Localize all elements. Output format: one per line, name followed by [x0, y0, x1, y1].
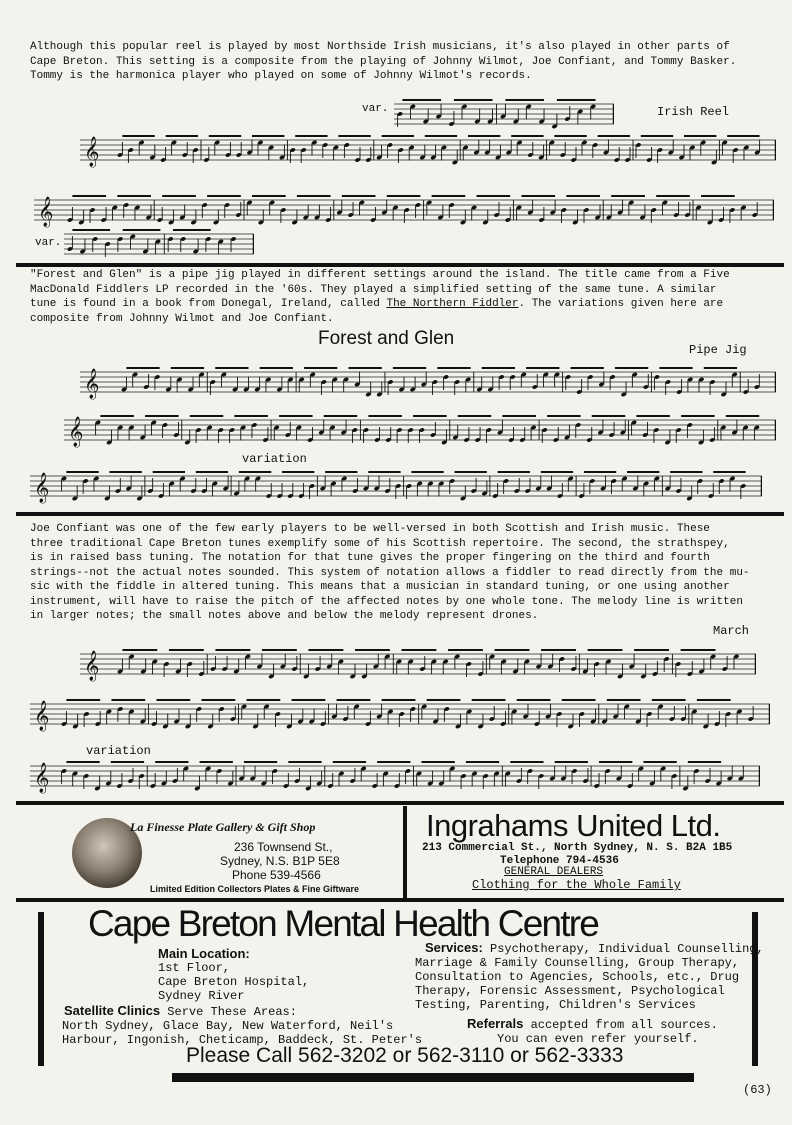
jig-intro: [30, 268, 780, 326]
gallery-tagline: Limited Edition Collectors Plates & Fine Giftware: [150, 884, 360, 894]
tune-type-march: March: [713, 624, 750, 638]
gallery-address: [220, 840, 340, 882]
jig-staff-2: [64, 408, 776, 458]
jig-intro-line: composite from Johnny Wilmot and Joe Confiant.: [30, 312, 334, 325]
march-intro: [30, 522, 780, 624]
march-staff-2: [30, 690, 770, 746]
gallery-address-line: 236 Townsend St.,: [234, 840, 333, 854]
march-intro-line: sic with the fiddle in altered tuning. This means that a musician in standard tuning, or one using another: [30, 581, 730, 593]
jig-intro-line: MacDonald Fiddlers LP recorded in the '60s. They played a simplified setting of the same tune. A similar: [30, 283, 717, 296]
mhc-services: [415, 940, 764, 1012]
march-staff-1: [80, 640, 756, 696]
ingrahams-address: 213 Commercial St., North Sydney, N. S. B2A 1B5: [422, 842, 733, 854]
march-intro-line: three traditional Cape Breton tunes exemplify some of his Scottish repertoire. The second, the strathspey,: [30, 537, 730, 550]
reel-staff-1: [80, 130, 776, 180]
jig-intro-text: tune is found in a book from Donegal, Ireland, called: [30, 298, 387, 310]
tune-title: Forest and Glen: [318, 328, 455, 349]
satellite-label: Satellite Clinics: [64, 1003, 161, 1018]
satellite-line: Harbour, Ingonish, Cheticamp, Baddeck, St. Peter's: [62, 1033, 423, 1047]
ad-divider: [403, 806, 407, 898]
services-line: Testing, Parenting, Children's Services: [415, 998, 696, 1012]
mhc-bottom-bar: [172, 1073, 694, 1082]
section-divider: [16, 263, 784, 267]
ad-gallery: [32, 806, 404, 902]
mhc-referrals: [467, 1017, 718, 1046]
ingrahams-phone: Telephone 794-4536: [500, 855, 619, 867]
march-intro-line: is in raised bass tuning. The notation for that tune gives the proper fingering on the third and fourth: [30, 552, 710, 564]
referrals-line: You can even refer yourself.: [497, 1032, 699, 1046]
gallery-address-line: Sydney, N.S. B1P 5E8: [220, 854, 340, 868]
reel-intro-line: Cape Breton. This setting is a composite from the playing of Johnny Wilmot, Joe Confiant, and Tommy Basker.: [30, 55, 737, 68]
var-label-bottom: var.: [35, 237, 62, 249]
svg-text:𝄞: 𝄞: [84, 651, 100, 681]
jig-staff-3: [30, 464, 762, 514]
jig-intro-line: [30, 297, 780, 312]
main-location-line: 1st Floor,: [158, 961, 231, 975]
referrals-label: Referrals: [467, 1016, 524, 1031]
section-divider: [16, 801, 784, 805]
main-location-line: Sydney River: [158, 989, 245, 1003]
page-number: (63): [743, 1083, 772, 1097]
gallery-phone: Phone 539-4566: [232, 868, 321, 882]
variation-label-march: variation: [86, 744, 151, 758]
svg-text:𝄞: 𝄞: [38, 197, 54, 227]
section-divider: [16, 512, 784, 516]
mhc-call: Please Call 562-3202 or 562-3110 or 562-3333: [186, 1044, 624, 1067]
services-line: Consultation to Agencies, Schools, etc., Drug: [415, 970, 740, 984]
reel-intro-line: Although this popular reel is played by most Northside Irish musicians, it's also played in other parts of: [30, 41, 730, 53]
jig-staff-1: [80, 360, 776, 410]
section-divider: [16, 898, 784, 902]
reel-intro: [30, 40, 780, 84]
var-label-top: var.: [362, 103, 389, 115]
svg-text:𝄞: 𝄞: [84, 137, 100, 167]
services-text: Psychotherapy, Individual Counselling,: [490, 942, 764, 956]
march-intro-line: Joe Confiant was one of the few early players to be well-versed in both Scottish and Irish music. These: [30, 523, 710, 535]
jig-intro-line: "Forest and Glen" is a pipe jig played in different settings around the island. The title came from a Five: [30, 269, 730, 281]
ingrahams-category: GENERAL DEALERS: [504, 866, 604, 878]
tune-type-jig: Pipe Jig: [689, 343, 747, 357]
ad-ingrahams: [408, 806, 778, 902]
svg-text:𝄞: 𝄞: [68, 417, 84, 447]
referrals-text: accepted from all sources.: [530, 1018, 718, 1032]
svg-text:𝄞: 𝄞: [34, 763, 50, 793]
book-title: The Northern Fiddler: [386, 298, 519, 310]
ingrahams-tagline: Clothing for the Whole Family: [472, 878, 681, 892]
main-location-label: Main Location:: [158, 946, 250, 961]
mhc-name: Cape Breton Mental Health Centre: [88, 903, 599, 944]
march-intro-line: strings--not the actual notes sounded. This system of notation allows a fiddler to read directly from the mu-: [30, 566, 750, 579]
ingrahams-name: Ingrahams United Ltd.: [426, 808, 721, 843]
satellite-line: North Sydney, Glace Bay, New Waterford, Neil's: [62, 1019, 394, 1033]
mhc-satellite: [64, 1004, 422, 1047]
jig-intro-text: . The variations given here are: [518, 298, 724, 310]
march-intro-line: in larger notes; the small notes above and below the melody represent drones.: [30, 610, 539, 622]
reel-variation-staff-bottom: [64, 228, 254, 264]
variation-label-jig: variation: [242, 452, 307, 466]
services-label: Services:: [425, 940, 483, 955]
referrals-line: [467, 1017, 718, 1032]
svg-text:𝄞: 𝄞: [34, 473, 50, 503]
tune-type-reel: Irish Reel: [657, 105, 730, 119]
svg-text:𝄞: 𝄞: [84, 369, 100, 399]
gallery-name: La Finesse Plate Gallery & Gift Shop: [130, 820, 316, 834]
march-staff-3: [30, 754, 760, 804]
mhc-main-location: [158, 947, 309, 1003]
main-location-line: Cape Breton Hospital,: [158, 975, 310, 989]
ad-border-left: [38, 912, 44, 1066]
services-line: Therapy, Forensic Assessment, Psychological: [415, 984, 725, 998]
satellite-line: [64, 1004, 422, 1019]
services-line: [425, 941, 764, 956]
reel-intro-line: Tommy is the harmonica player who played on some of Johnny Wilmot's records.: [30, 70, 532, 82]
svg-text:𝄞: 𝄞: [34, 701, 50, 731]
satellite-intro: Serve These Areas:: [167, 1005, 297, 1019]
march-intro-line: instrument, will have to raise the pitch of the affected notes by one whole tone. The melody line is written: [30, 595, 743, 608]
services-line: Marriage & Family Counselling, Group Therapy,: [415, 956, 740, 970]
